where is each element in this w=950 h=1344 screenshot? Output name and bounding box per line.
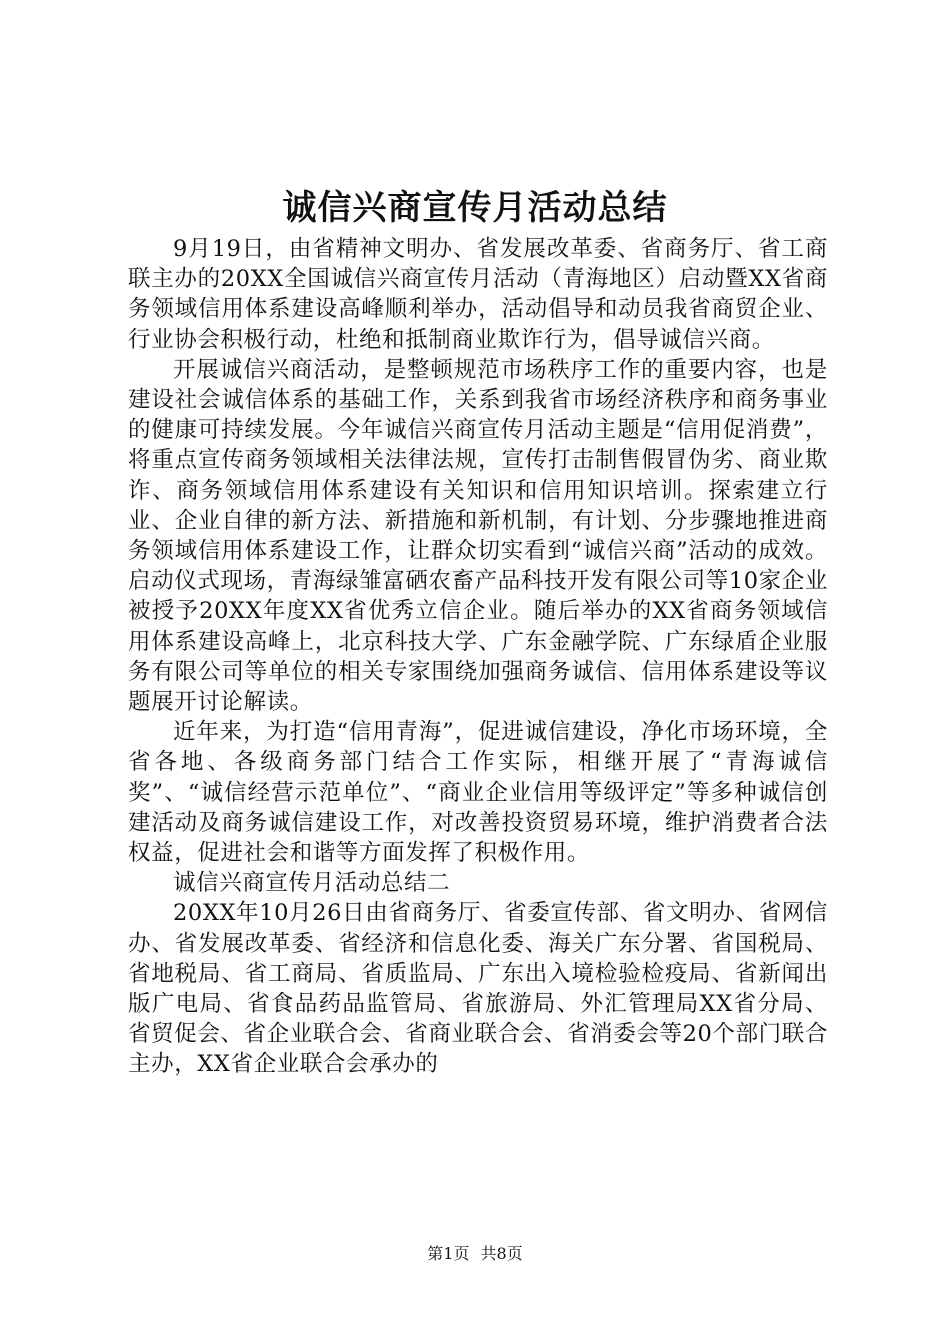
- section-subheading: 诚信兴商宣传月活动总结二: [173, 870, 451, 897]
- page-number: 第1页: [427, 1244, 470, 1263]
- document-title: 诚信兴商宣传月活动总结: [282, 188, 668, 228]
- page-footer: [0, 1242, 950, 1266]
- paragraph-4: 20XX年10月26日由省商务厅、省委宣传部、省文明办、省网信办、省发展改革委、省经济和信息化委、海关广东分署、省国税局、省地税局、省工商局、省质监局、广东出入境检验检疫局、省新闻出版广电局、省食品药品监管局、省旅游局、外汇管理局XX省分局、省贸促会、省企业联合会、省商业联合会、省消委会等20个部门联合主办，XX省企业联合会承办的: [128, 900, 828, 1078]
- paragraph-3: 近年来，为打造“信用青海”，促进诚信建设，净化市场环境，全省各地、各级商务部门结合工作实际，相继开展了“青海诚信奖”、“诚信经营示范单位”、“商业企业信用等级评定”等多种诚信创建活动及商务诚信建设工作，对改善投资贸易环境，维护消费者合法权益，促进社会和谐等方面发挥了积极作用。: [128, 719, 828, 867]
- document-body: [128, 234, 828, 1080]
- paragraph-1: 9月19日，由省精神文明办、省发展改革委、省商务厅、省工商联主办的20XX全国诚信兴商宣传月活动（青海地区）启动暨XX省商务领域信用体系建设高峰顺利举办，活动倡导和动员我省商贸企业、行业协会积极行动，杜绝和抵制商业欺诈行为，倡导诚信兴商。: [128, 236, 828, 353]
- paragraph-2: 开展诚信兴商活动，是整顿规范市场秩序工作的重要内容，也是建设社会诚信体系的基础工作，关系到我省市场经济秩序和商务事业的健康可持续发展。今年诚信兴商宣传月活动主题是“信用促消费”，将重点宣传商务领域相关法律法规，宣传打击制售假冒伪劣、商业欺诈、商务领域信用体系建设有关知识和信用知识培训。探索建立行业、企业自律的新方法、新措施和新机制，有计划、分步骤地推进商务领域信用体系建设工作，让群众切实看到“诚信兴商”活动的成效。启动仪式现场，青海绿雏富硒农畜产品科技开发有限公司等10家企业被授予20XX年度XX省优秀立信企业。随后举办的XX省商务领域信用体系建设高峰上，北京科技大学、广东金融学院、广东绿盾企业服务有限公司等单位的相关专家围绕加强商务诚信、信用体系建设等议题展开讨论解读。: [128, 356, 828, 716]
- page-total: 共8页: [480, 1244, 523, 1263]
